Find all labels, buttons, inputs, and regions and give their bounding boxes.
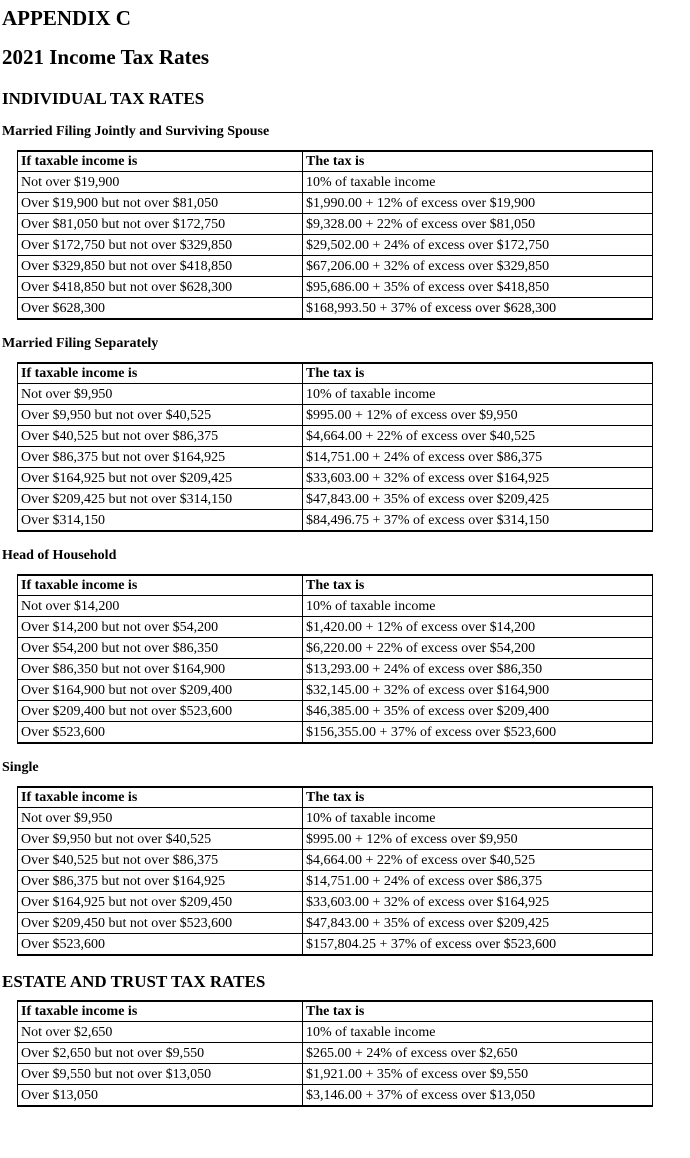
column-header-tax: The tax is xyxy=(303,575,653,596)
table-row xyxy=(18,510,653,532)
tax-amount-cell: 10% of taxable income xyxy=(303,172,653,193)
estate-rates-heading: ESTATE AND TRUST TAX RATES xyxy=(2,972,266,991)
table-header-row xyxy=(18,1001,653,1022)
table-row xyxy=(18,596,653,617)
table-row xyxy=(18,913,653,934)
income-bracket-cell: Over $19,900 but not over $81,050 xyxy=(18,193,303,214)
tax-amount-cell: $29,502.00 + 24% of excess over $172,750 xyxy=(303,235,653,256)
table-row xyxy=(18,617,653,638)
tax-amount-cell: $9,328.00 + 22% of excess over $81,050 xyxy=(303,214,653,235)
income-bracket-cell: Over $418,850 but not over $628,300 xyxy=(18,277,303,298)
table-row xyxy=(18,808,653,829)
mfj-table xyxy=(17,150,653,320)
income-bracket-cell: Over $86,350 but not over $164,900 xyxy=(18,659,303,680)
tax-amount-cell: $265.00 + 24% of excess over $2,650 xyxy=(303,1043,653,1064)
table-header-row xyxy=(18,151,653,172)
table-row xyxy=(18,701,653,722)
income-bracket-cell: Not over $9,950 xyxy=(18,384,303,405)
table-row xyxy=(18,256,653,277)
table-row xyxy=(18,1064,653,1085)
appendix-title: APPENDIX C xyxy=(2,6,131,30)
tax-amount-cell: $33,603.00 + 32% of excess over $164,925 xyxy=(303,892,653,913)
tax-amount-cell: $4,664.00 + 22% of excess over $40,525 xyxy=(303,426,653,447)
tax-amount-cell: $1,921.00 + 35% of excess over $9,550 xyxy=(303,1064,653,1085)
income-bracket-cell: Not over $14,200 xyxy=(18,596,303,617)
table-row xyxy=(18,468,653,489)
income-bracket-cell: Over $164,925 but not over $209,425 xyxy=(18,468,303,489)
column-header-income: If taxable income is xyxy=(18,151,303,172)
table-row xyxy=(18,172,653,193)
single-table-body xyxy=(18,787,653,955)
income-bracket-cell: Not over $9,950 xyxy=(18,808,303,829)
column-header-tax: The tax is xyxy=(303,1001,653,1022)
table-row xyxy=(18,659,653,680)
table-row xyxy=(18,193,653,214)
column-header-income: If taxable income is xyxy=(18,575,303,596)
tax-amount-cell: 10% of taxable income xyxy=(303,384,653,405)
tax-amount-cell: $1,990.00 + 12% of excess over $19,900 xyxy=(303,193,653,214)
income-bracket-cell: Over $172,750 but not over $329,850 xyxy=(18,235,303,256)
tax-amount-cell: $168,993.50 + 37% of excess over $628,300 xyxy=(303,298,653,320)
table-row xyxy=(18,426,653,447)
tax-amount-cell: $995.00 + 12% of excess over $9,950 xyxy=(303,829,653,850)
income-bracket-cell: Over $9,950 but not over $40,525 xyxy=(18,405,303,426)
income-bracket-cell: Over $9,950 but not over $40,525 xyxy=(18,829,303,850)
tax-amount-cell: $84,496.75 + 37% of excess over $314,150 xyxy=(303,510,653,532)
hoh-table xyxy=(17,574,653,744)
single-table xyxy=(17,786,653,956)
tax-amount-cell: $47,843.00 + 35% of excess over $209,425 xyxy=(303,489,653,510)
income-bracket-cell: Over $314,150 xyxy=(18,510,303,532)
income-bracket-cell: Over $40,525 but not over $86,375 xyxy=(18,850,303,871)
income-bracket-cell: Over $209,425 but not over $314,150 xyxy=(18,489,303,510)
hoh-table-body xyxy=(18,575,653,743)
tax-amount-cell: $13,293.00 + 24% of excess over $86,350 xyxy=(303,659,653,680)
mfj-table-body xyxy=(18,151,653,319)
table-row xyxy=(18,1085,653,1107)
tax-amount-cell: $157,804.25 + 37% of excess over $523,600 xyxy=(303,934,653,956)
tax-amount-cell: 10% of taxable income xyxy=(303,596,653,617)
income-bracket-cell: Over $86,375 but not over $164,925 xyxy=(18,447,303,468)
tax-amount-cell: 10% of taxable income xyxy=(303,1022,653,1043)
income-bracket-cell: Over $40,525 but not over $86,375 xyxy=(18,426,303,447)
column-header-income: If taxable income is xyxy=(18,363,303,384)
single-heading: Single xyxy=(2,760,39,775)
column-header-tax: The tax is xyxy=(303,151,653,172)
table-row xyxy=(18,1022,653,1043)
income-bracket-cell: Over $329,850 but not over $418,850 xyxy=(18,256,303,277)
table-row xyxy=(18,829,653,850)
table-row xyxy=(18,298,653,320)
table-header-row xyxy=(18,575,653,596)
income-bracket-cell: Over $54,200 but not over $86,350 xyxy=(18,638,303,659)
tax-amount-cell: $95,686.00 + 35% of excess over $418,850 xyxy=(303,277,653,298)
income-bracket-cell: Over $13,050 xyxy=(18,1085,303,1107)
table-row xyxy=(18,680,653,701)
table-row xyxy=(18,447,653,468)
tax-amount-cell: 10% of taxable income xyxy=(303,808,653,829)
mfs-table xyxy=(17,362,653,532)
tax-amount-cell: $46,385.00 + 35% of excess over $209,400 xyxy=(303,701,653,722)
column-header-income: If taxable income is xyxy=(18,1001,303,1022)
tax-amount-cell: $33,603.00 + 32% of excess over $164,925 xyxy=(303,468,653,489)
tax-amount-cell: $3,146.00 + 37% of excess over $13,050 xyxy=(303,1085,653,1107)
estate-table xyxy=(17,1000,653,1107)
tax-amount-cell: $67,206.00 + 32% of excess over $329,850 xyxy=(303,256,653,277)
tax-amount-cell: $1,420.00 + 12% of excess over $14,200 xyxy=(303,617,653,638)
income-bracket-cell: Over $523,600 xyxy=(18,722,303,744)
income-bracket-cell: Over $164,925 but not over $209,450 xyxy=(18,892,303,913)
income-bracket-cell: Not over $19,900 xyxy=(18,172,303,193)
individual-rates-heading: INDIVIDUAL TAX RATES xyxy=(2,89,205,108)
tax-amount-cell: $32,145.00 + 32% of excess over $164,900 xyxy=(303,680,653,701)
tax-amount-cell: $14,751.00 + 24% of excess over $86,375 xyxy=(303,871,653,892)
column-header-tax: The tax is xyxy=(303,363,653,384)
tax-amount-cell: $156,355.00 + 37% of excess over $523,600 xyxy=(303,722,653,744)
table-row xyxy=(18,892,653,913)
tax-amount-cell: $4,664.00 + 22% of excess over $40,525 xyxy=(303,850,653,871)
income-bracket-cell: Over $209,400 but not over $523,600 xyxy=(18,701,303,722)
column-header-income: If taxable income is xyxy=(18,787,303,808)
column-header-tax: The tax is xyxy=(303,787,653,808)
mfs-heading: Married Filing Separately xyxy=(2,336,159,351)
income-bracket-cell: Over $164,900 but not over $209,400 xyxy=(18,680,303,701)
income-bracket-cell: Over $628,300 xyxy=(18,298,303,320)
income-bracket-cell: Over $86,375 but not over $164,925 xyxy=(18,871,303,892)
table-header-row xyxy=(18,363,653,384)
income-bracket-cell: Over $523,600 xyxy=(18,934,303,956)
table-row xyxy=(18,722,653,744)
income-bracket-cell: Not over $2,650 xyxy=(18,1022,303,1043)
table-row xyxy=(18,850,653,871)
income-bracket-cell: Over $81,050 but not over $172,750 xyxy=(18,214,303,235)
table-row xyxy=(18,405,653,426)
document-title: 2021 Income Tax Rates xyxy=(2,45,210,69)
tax-amount-cell: $6,220.00 + 22% of excess over $54,200 xyxy=(303,638,653,659)
income-bracket-cell: Over $209,450 but not over $523,600 xyxy=(18,913,303,934)
table-header-row xyxy=(18,787,653,808)
table-row xyxy=(18,1043,653,1064)
tax-amount-cell: $995.00 + 12% of excess over $9,950 xyxy=(303,405,653,426)
hoh-heading: Head of Household xyxy=(2,548,117,563)
table-row xyxy=(18,384,653,405)
table-row xyxy=(18,489,653,510)
estate-table-body xyxy=(18,1001,653,1106)
tax-amount-cell: $47,843.00 + 35% of excess over $209,425 xyxy=(303,913,653,934)
tax-amount-cell: $14,751.00 + 24% of excess over $86,375 xyxy=(303,447,653,468)
table-row xyxy=(18,871,653,892)
table-row xyxy=(18,214,653,235)
table-row xyxy=(18,235,653,256)
income-bracket-cell: Over $9,550 but not over $13,050 xyxy=(18,1064,303,1085)
table-row xyxy=(18,638,653,659)
table-row xyxy=(18,277,653,298)
income-bracket-cell: Over $14,200 but not over $54,200 xyxy=(18,617,303,638)
mfs-table-body xyxy=(18,363,653,531)
table-row xyxy=(18,934,653,956)
income-bracket-cell: Over $2,650 but not over $9,550 xyxy=(18,1043,303,1064)
mfj-heading: Married Filing Jointly and Surviving Spouse xyxy=(2,124,270,139)
